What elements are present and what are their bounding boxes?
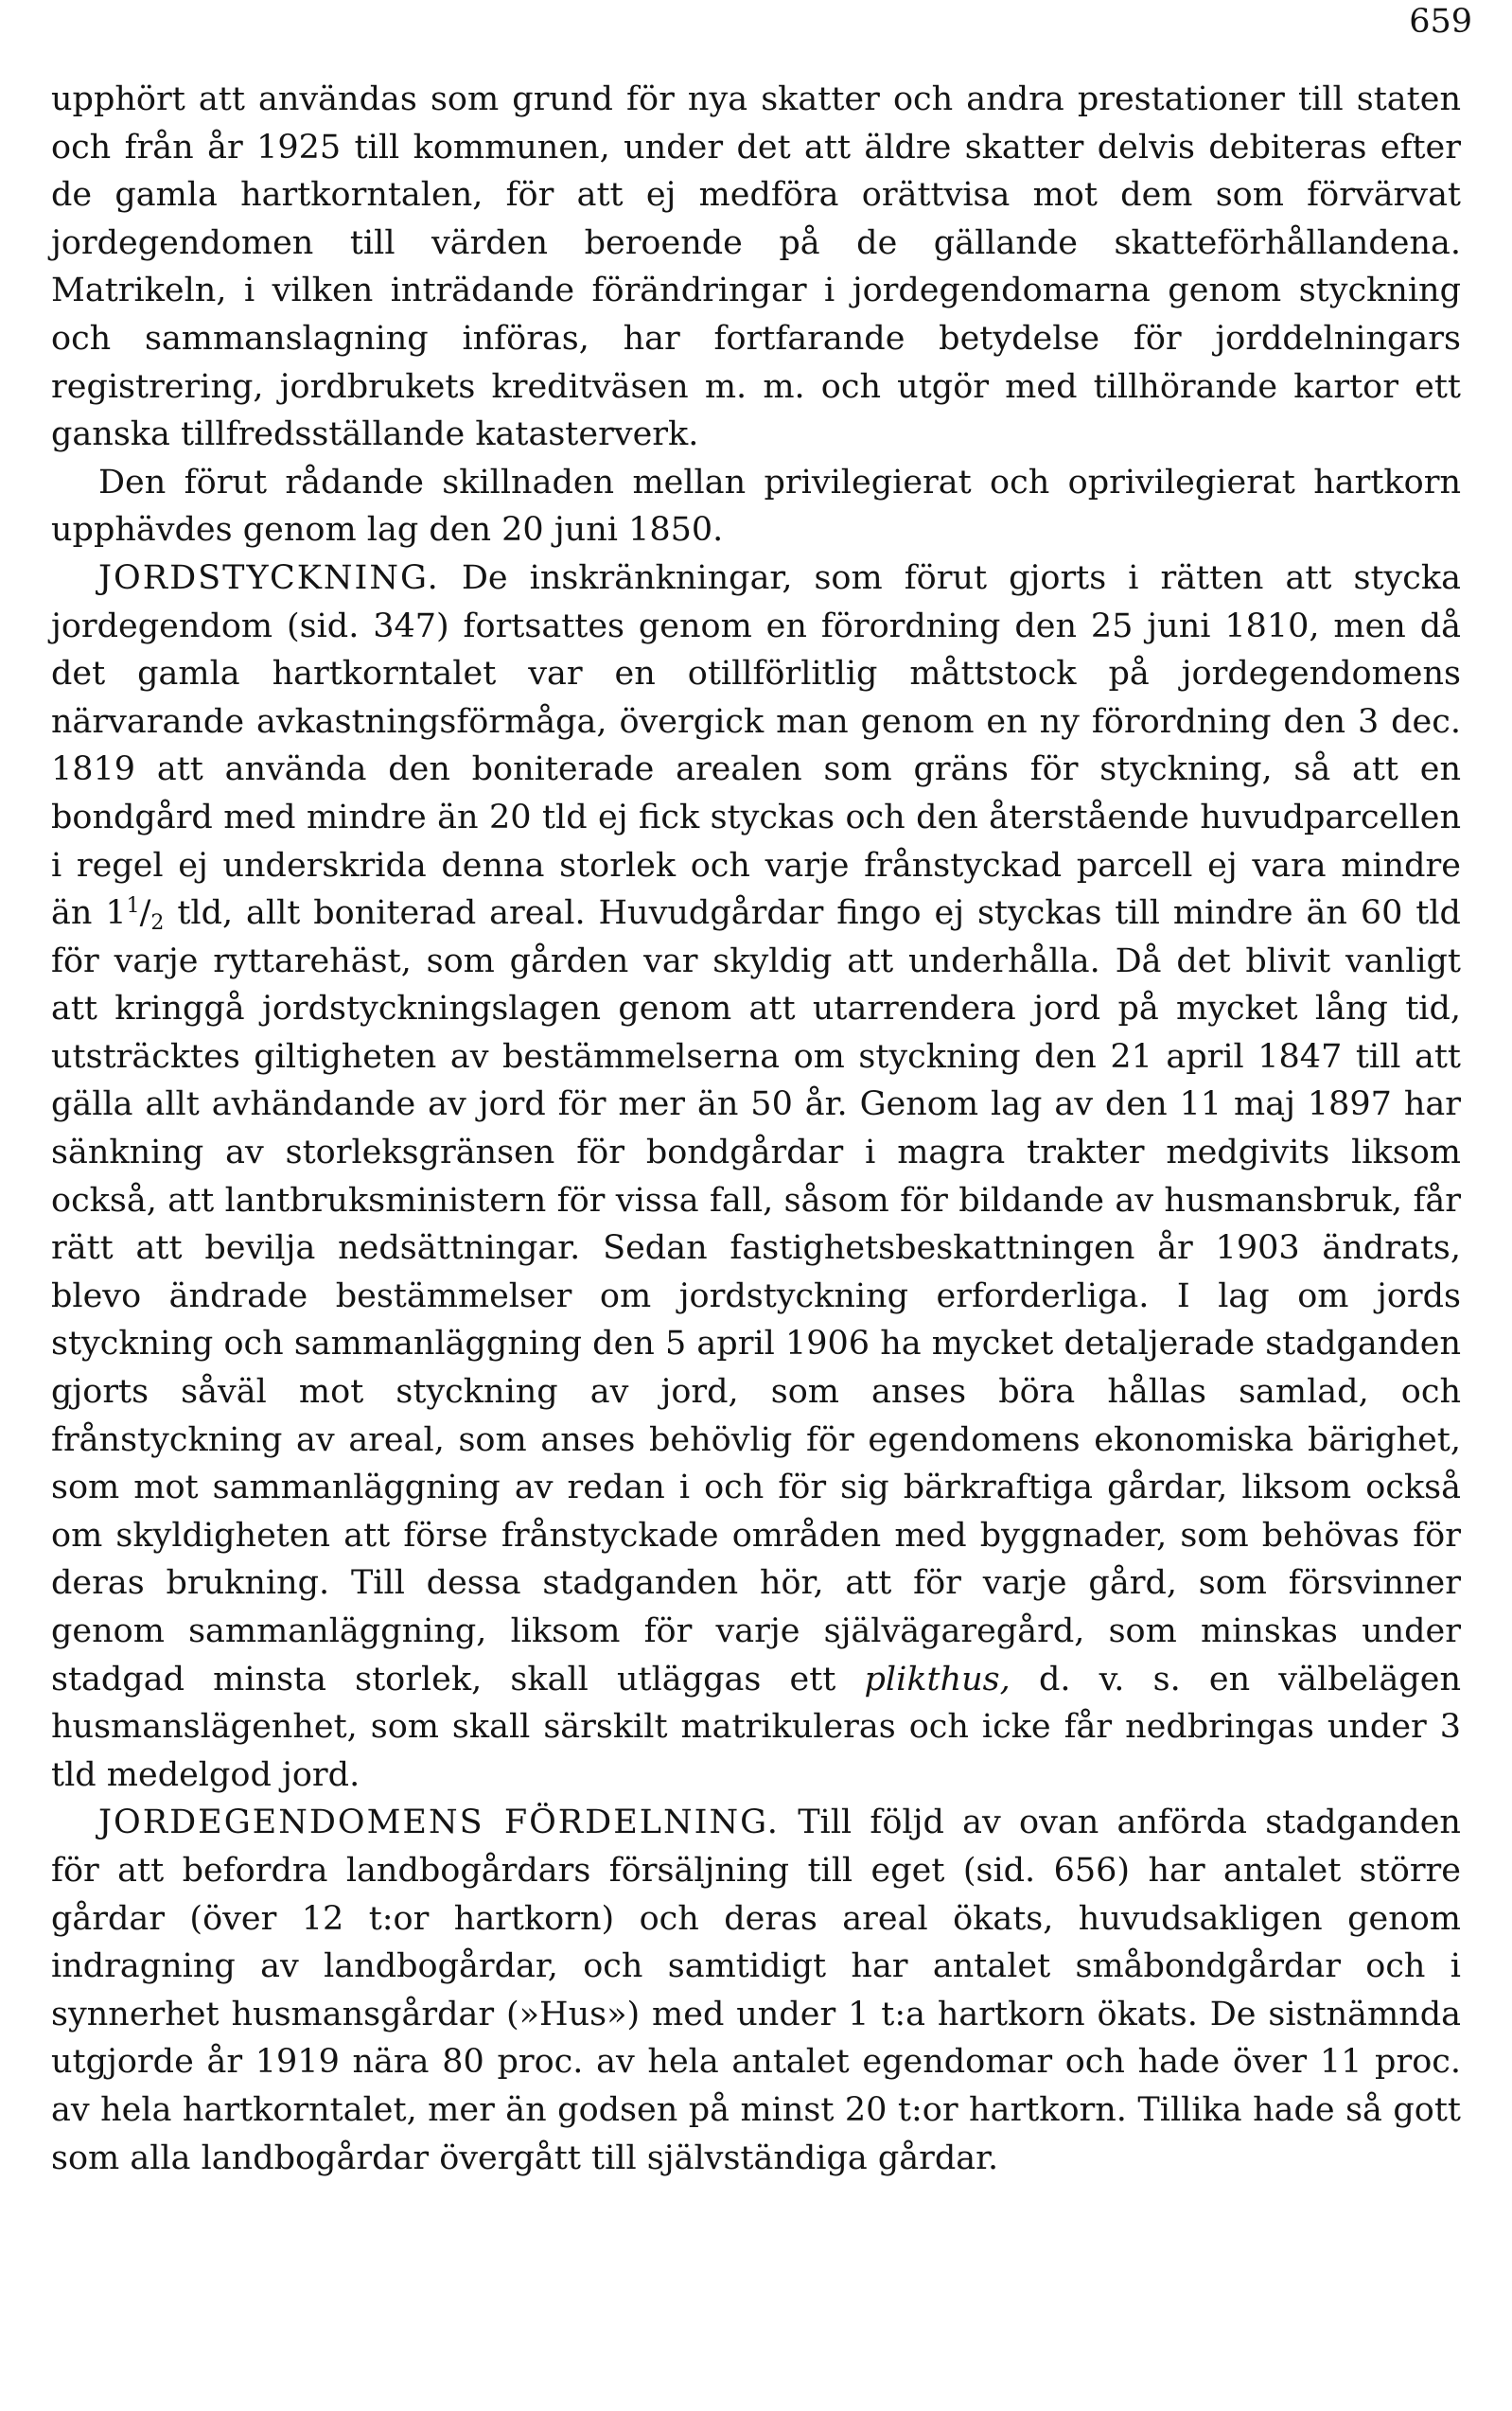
paragraph-3-part-a: De inskränkningar, som förut gjorts i rätten att stycka jordegendom (sid. 347) fortsattes genom en förordning den 25 juni 1810, men då det gamla hartkorntalet var en otillförlitlig måttstock på jordegendomens närvarande avkastningsförmåga, övergick man genom en ny förordning den 3 dec. 1819 att använda den boniterade arealen som gräns för styckning, så att en bondgård med mindre än 20 tld ej fick styckas och den återstående huvudparcellen i regel ej underskrida denna storlek och varje frånstyckad parcell ej vara mindre än [51,558,1461,933]
paragraph-4 [51,1799,1461,2182]
paragraph-3-part-c: d. v. s. en välbelägen husmanslägenhet, som skall särskilt matrikuleras och icke får nedbringas under 3 tld medelgod jord. [51,1660,1461,1794]
fraction-denominator: 2 [150,911,165,936]
page-number: 659 [1409,3,1472,41]
paragraph-4-text: Till följd av ovan anförda stadganden för att befordra landbogårdars försäljning till eget (sid. 656) har antalet större gårdar (över 12 t:or hartkorn) och deras areal ökats, huvudsakligen genom indragning av landbogårdar, och samtidigt har antalet småbondgårdar och i synnerhet husmansgårdar (»Hus») med under 1 t:a hartkorn ökats. De sistnämnda utgjorde år 1919 nära 80 proc. av hela antalet egendomar och hade över 11 proc. av hela hartkorntalet, mer än godsen på minst 20 t:or hartkorn. Tillika hade så gott som alla landbogårdar övergått till självständiga gårdar. [51,1804,1461,2177]
section-heading-jordegendomens-fordelning: JORDEGENDOMENS FÖRDELNING. [98,1804,780,1842]
paragraph-2: Den förut rådande skillnaden mellan privilegierat och oprivilegierat hartkorn upphävdes genom lag den 20 juni 1850. [51,463,1461,550]
fraction-one-and-a-half: $1^1/_2$ [105,894,165,936]
body-text [51,76,1461,2182]
section-heading-jordstyckning: JORDSTYCKNING. [98,558,440,597]
paragraph-3-part-b: tld, allt boniterad areal. Huvudgårdar fingo ej styckas till mindre än 60 tld för varje ryttarehäst, som gården var skyldig att underhålla. Då det blivit vanligt att kringgå jordstyckningslagen genom att utarrendera jord på mycket lång tid, utsträcktes giltigheten av bestämmelserna om styckning den 21 april 1847 till att gälla allt avhändande av jord för mer än 50 år. Genom lag av den 11 maj 1897 har sänkning av storleksgränsen för bondgårdar i magra trakter medgivits liksom också, att lantbruksministern för vissa fall, såsom för bildande av husmansbruk, får rätt att bevilja nedsättningar. Sedan fastighetsbeskattningen år 1903 ändrats, blevo ändrade bestämmelser om jordstyckning erforderliga. I lag om jords styckning och sammanläggning den 5 april 1906 ha mycket detaljerade stadganden gjorts såväl mot styckning av jord, som anses böra hållas samlad, och frånstyckning av areal, som anses behövlig för egendomens ekonomiska bärighet, som mot sammanläggning av redan i och för sig bärkraftiga gårdar, liksom också om skyldigheten att förse frånstyckade områden med byggnader, som behövas för deras brukning. Till dessa stadganden hör, att för varje gård, som försvinner genom sammanläggning, liksom för varje självägaregård, som minskas under stadgad minsta storlek, skall utläggas ett [51,894,1461,1698]
fraction-whole: 1 [105,894,127,933]
paragraph-1: upphört att användas som grund för nya skatter och andra prestationer till staten och från år 1925 till kommunen, under det att äldre skatter delvis debiteras efter de gamla hartkorntalen, för att ej medföra orättvisa mot dem som förvärvat jordegendomen till värden beroende på de gällande skatteförhållandena. Matrikeln, i vilken inträdande förändringar i jordegendomarna genom styckning och sammanslagning införas, har fortfarande betydelse för jorddelningars registrering, jordbrukets kreditväsen m. m. och utgör med tillhörande kartor ett ganska tillfredsställande katasterverk. [51,80,1461,454]
italic-term-plikthus: plikthus, [864,1660,1011,1698]
fraction-numerator: 1 [126,894,140,919]
paragraph-3 [51,554,1461,1799]
